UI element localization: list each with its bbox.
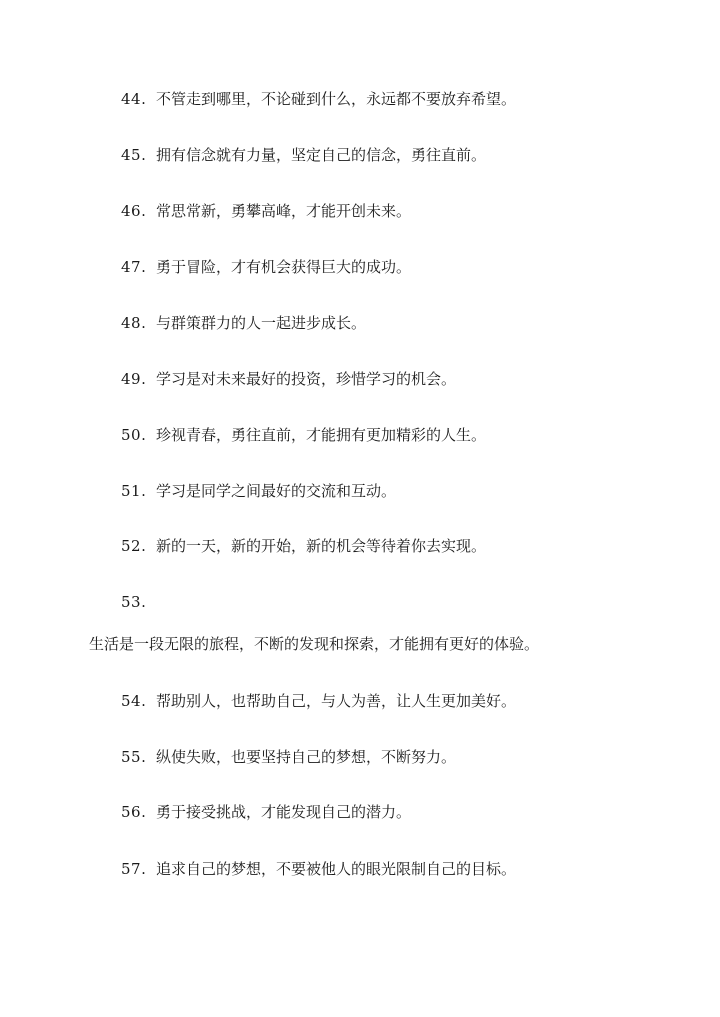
item-text: 不管走到哪里，不论碰到什么，永远都不要放弃希望。 (156, 90, 517, 108)
list-item-wrapped-text (0, 629, 720, 659)
item-number: 47. (121, 258, 147, 276)
item-number: 51. (121, 482, 147, 500)
item-text: 新的一天，新的开始，新的机会等待着你去实现。 (156, 537, 487, 555)
list-item-number-only (0, 587, 720, 617)
list-item (0, 420, 720, 450)
list-item (0, 252, 720, 282)
item-number: 56. (121, 803, 147, 821)
item-text: 勇于接受挑战，才能发现自己的潜力。 (156, 803, 412, 821)
item-text: 学习是对未来最好的投资，珍惜学习的机会。 (156, 370, 457, 388)
item-text: 帮助别人，也帮助自己，与人为善，让人生更加美好。 (156, 692, 517, 710)
list-item (0, 797, 720, 827)
item-number: 55. (121, 748, 147, 766)
list-item (0, 531, 720, 561)
list-item (0, 308, 720, 338)
list-item (0, 196, 720, 226)
item-text: 常思常新，勇攀高峰，才能开创未来。 (156, 202, 412, 220)
item-text: 与群策群力的人一起进步成长。 (156, 314, 367, 332)
list-item (0, 476, 720, 506)
list-item (0, 742, 720, 772)
item-number: 57. (121, 860, 147, 878)
list-item (0, 854, 720, 884)
item-text: 勇于冒险，才有机会获得巨大的成功。 (156, 258, 412, 276)
list-item (0, 84, 720, 114)
item-number: 53. (121, 593, 147, 611)
item-number: 54. (121, 692, 147, 710)
list-item (0, 364, 720, 394)
item-text: 学习是同学之间最好的交流和互动。 (156, 482, 397, 500)
item-number: 49. (121, 370, 147, 388)
item-text: 纵使失败，也要坚持自己的梦想，不断努力。 (156, 748, 457, 766)
item-number: 52. (121, 537, 147, 555)
item-text: 追求自己的梦想，不要被他人的眼光限制自己的目标。 (156, 860, 517, 878)
item-number: 45. (121, 146, 147, 164)
list-item (0, 686, 720, 716)
item-number: 48. (121, 314, 147, 332)
item-number: 44. (121, 90, 147, 108)
item-number: 46. (121, 202, 147, 220)
list-item (0, 140, 720, 170)
item-text: 拥有信念就有力量，坚定自己的信念，勇往直前。 (156, 146, 487, 164)
item-text: 生活是一段无限的旅程，不断的发现和探索，才能拥有更好的体验。 (89, 635, 540, 653)
item-text: 珍视青春，勇往直前，才能拥有更加精彩的人生。 (156, 426, 487, 444)
item-number: 50. (121, 426, 147, 444)
